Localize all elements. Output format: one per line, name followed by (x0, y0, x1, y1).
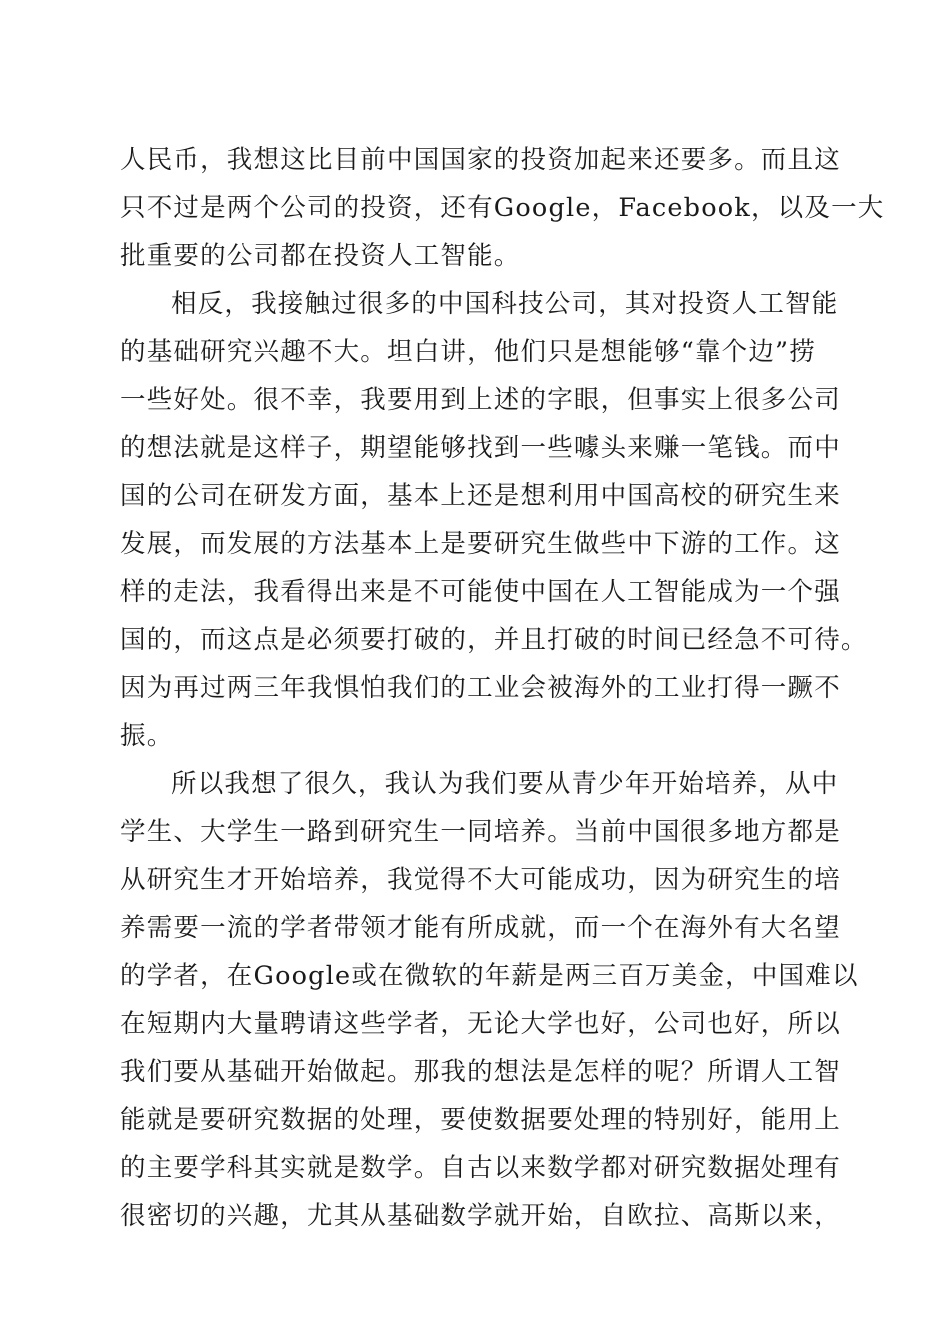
text-line: 养需要一流的学者带领才能有所成就，而一个在海外有大名望 (120, 913, 841, 943)
text-line: 样的走法，我看得出来是不可能使中国在人工智能成为一个强 (120, 577, 841, 607)
text-line: 只不过是两个公司的投资，还有Google，Facebook，以及一大 (120, 193, 885, 223)
text-line: 相反，我接触过很多的中国科技公司，其对投资人工智能 (171, 289, 839, 319)
paragraph-2 (120, 280, 868, 760)
text-line: 批重要的公司都在投资人工智能。 (120, 241, 521, 271)
text-line: 国的，而这点是必须要打破的，并且打破的时间已经急不可待。 (120, 625, 868, 655)
text-line: 因为再过两三年我惧怕我们的工业会被海外的工业打得一蹶不 (120, 673, 841, 703)
text-line: 能就是要研究数据的处理，要使数据要处理的特别好，能用上 (120, 1105, 841, 1135)
text-line: 振。 (120, 721, 174, 751)
text-line: 我们要从基础开始做起。那我的想法是怎样的呢？所谓人工智 (120, 1057, 841, 1087)
text-line: 在短期内大量聘请这些学者，无论大学也好，公司也好，所以 (120, 1009, 841, 1039)
paragraph-1 (120, 136, 885, 280)
text-line: 人民币，我想这比目前中国国家的投资加起来还要多。而且这 (120, 145, 841, 175)
text-line: 发展，而发展的方法基本上是要研究生做些中下游的工作。这 (120, 529, 841, 559)
text-line: 所以我想了很久，我认为我们要从青少年开始培养，从中 (171, 769, 839, 799)
paragraph-3 (120, 760, 859, 1240)
text-line: 的想法就是这样子，期望能够找到一些噱头来赚一笔钱。而中 (120, 433, 841, 463)
body-text (120, 136, 885, 1240)
text-line: 的学者，在Google或在微软的年薪是两三百万美金，中国难以 (120, 961, 859, 991)
text-line: 的基础研究兴趣不大。坦白讲，他们只是想能够“靠个边”捞 (120, 337, 816, 367)
text-line: 国的公司在研发方面，基本上还是想利用中国高校的研究生来 (120, 481, 841, 511)
text-line: 的主要学科其实就是数学。自古以来数学都对研究数据处理有 (120, 1153, 841, 1183)
text-line: 很密切的兴趣，尤其从基础数学就开始，自欧拉、高斯以来， (120, 1201, 841, 1231)
text-line: 从研究生才开始培养，我觉得不大可能成功，因为研究生的培 (120, 865, 841, 895)
text-line: 一些好处。很不幸，我要用到上述的字眼，但事实上很多公司 (120, 385, 841, 415)
text-line: 学生、大学生一路到研究生一同培养。当前中国很多地方都是 (120, 817, 841, 847)
